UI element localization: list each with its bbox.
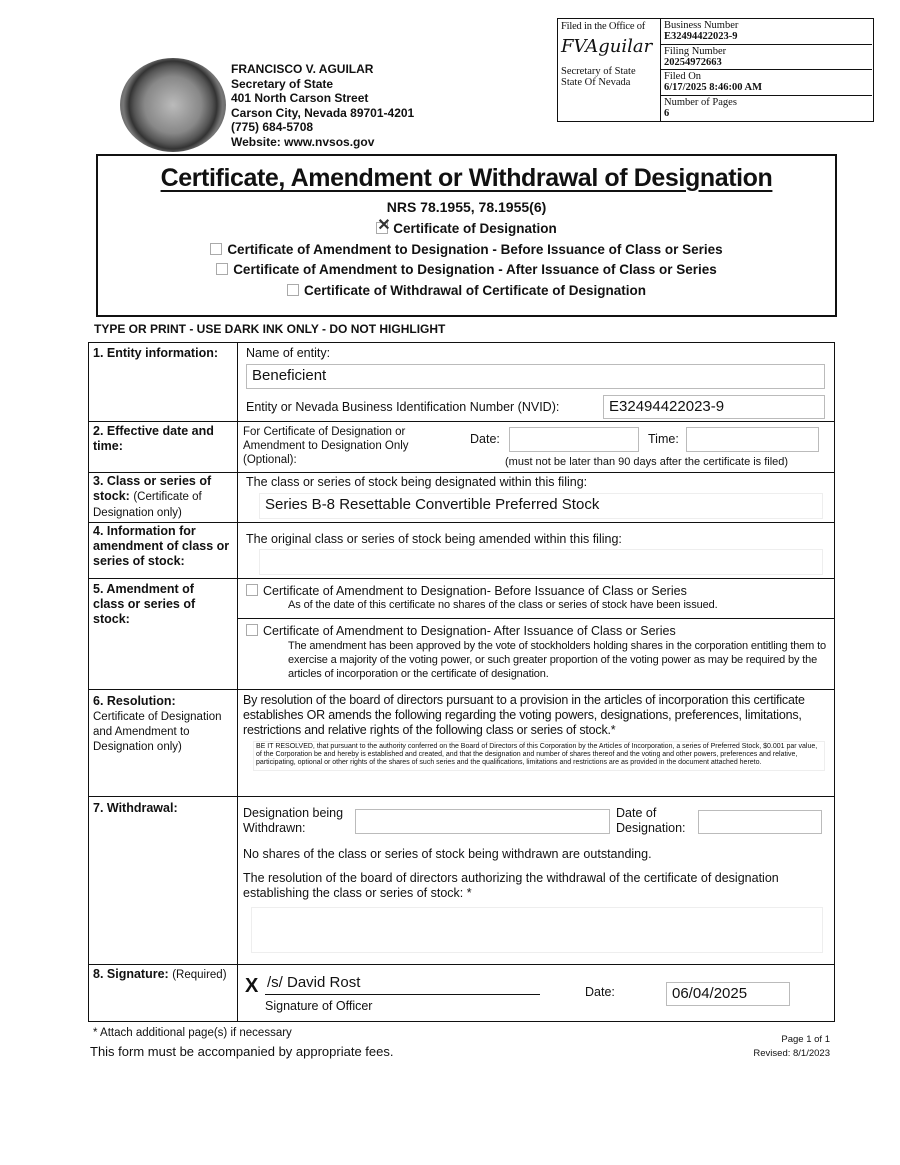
form-title: Certificate, Amendment or Withdrawal of Designation [160, 164, 773, 192]
designation-field[interactable] [355, 809, 610, 834]
amend-after-desc: The amendment has been approved by the vote of stockholders holding shares in the corporation entitling them to exercise a majority of the voting power, or such greater proportion of the voting power as may be required by the articles of incorporation or the certificate of designation. [288, 640, 826, 680]
officer-signature[interactable]: /s/ David Rost [267, 974, 361, 991]
option-label: Certificate of Amendment to Designation - Before Issuance of Class or Series [227, 241, 723, 257]
designation-label: Designation being Withdrawn: [243, 806, 344, 835]
fees-note: This form must be accompanied by appropriate fees. [90, 1044, 394, 1059]
withdrawal-resolution-field[interactable] [251, 907, 823, 953]
sos-label: Secretary of State [561, 66, 636, 77]
option-certificate-designation[interactable] [98, 221, 835, 238]
section7-label: 7. Withdrawal: [93, 801, 178, 815]
section6-sub: Certificate of Designation and Amendment to Designation only) [93, 711, 222, 753]
pages-label: Number of Pages [664, 96, 737, 108]
time-label: Time: [648, 432, 679, 446]
pages: 6 [664, 107, 670, 119]
option-label: Certificate of Designation [393, 221, 557, 236]
option-amendment-before[interactable] [98, 242, 835, 259]
nvid-field[interactable]: E32494422023-9 [603, 395, 825, 419]
effective-date-desc: For Certificate of Designation or Amendment to Designation Only (Optional): [243, 426, 409, 466]
page-number: Page 1 of 1 [781, 1034, 830, 1045]
section8-sub: (Required) [172, 969, 227, 981]
section3-label: 3. Class or series of stock: [93, 474, 212, 503]
checkbox-checked[interactable] [376, 222, 388, 234]
sos-header [231, 62, 414, 149]
section3-sub: (Certificate of Designation only) [93, 491, 202, 519]
effective-date-field[interactable] [509, 427, 639, 452]
filed-in-label: Filed in the Office of [561, 21, 646, 32]
section5-label: 5. Amendment of class or series of stock: [93, 582, 196, 626]
ink-instruction: TYPE OR PRINT - USE DARK INK ONLY - DO NOT HIGHLIGHT [94, 322, 446, 336]
filed-on: 6/17/2025 8:46:00 AM [664, 82, 762, 93]
section6-label: 6. Resolution: [93, 694, 176, 708]
resolution-field[interactable]: BE IT RESOLVED, that pursuant to the authority conferred on the Board of Directors of this Corporation by the Articles of Incorporation, a series of Preferred Stock, $0.001 par value, of the Corporation be and hereby is established and created, and that the designation and number of shares thereof and the voting and other powers, preferences and relative, participating, optional or other rights of the shares of such series and the qualifications, limitations and restrictions are as provided in the document attached hereto. [253, 741, 825, 771]
date-label: Date: [470, 432, 500, 446]
class-series-field[interactable]: Series B-8 Resettable Convertible Preferred Stock [259, 493, 823, 519]
entity-name-field[interactable]: Beneficient [246, 364, 825, 389]
nevada-state-seal [120, 58, 226, 152]
checkbox[interactable] [246, 584, 258, 596]
original-class-desc: The original class or series of stock being amended within this filing: [246, 532, 622, 546]
entity-name-label: Name of entity: [246, 346, 331, 360]
nvid-label: Entity or Nevada Business Identification Number (NVID): [246, 400, 560, 414]
filing-number-label: Filing Number [664, 45, 727, 57]
section8-label: 8. Signature: [93, 967, 169, 981]
section2-label: 2. Effective date and time: [93, 424, 214, 453]
filing-number: 20254972663 [664, 56, 722, 68]
checkbox[interactable] [287, 284, 299, 296]
designation-date-label: Date of Designation: [616, 806, 686, 835]
nrs-reference: NRS 78.1955, 78.1955(6) [386, 199, 547, 215]
sos-name: FRANCISCO V. AGUILAR [231, 62, 374, 76]
business-number-label: Business Number [664, 20, 739, 31]
checkbox[interactable] [216, 263, 228, 275]
option-amendment-after[interactable] [98, 262, 835, 279]
designation-date-field[interactable] [698, 810, 822, 834]
effective-time-field[interactable] [686, 427, 819, 452]
date-note: (must not be later than 90 days after the certificate is filed) [505, 456, 789, 468]
address-line2: Carson City, Nevada 89701-4201 [231, 105, 415, 120]
option-label: Certificate of Amendment to Designation - After Issuance of Class or Series [233, 262, 717, 277]
sos-title: Secretary of State [231, 76, 334, 91]
checkbox[interactable] [210, 243, 222, 255]
attach-note: * Attach additional page(s) if necessary [93, 1027, 292, 1039]
class-desc: The class or series of stock being designated within this filing: [246, 475, 588, 489]
amend-before-desc: As of the date of this certificate no shares of the class or series of stock have been issued. [288, 599, 718, 611]
withdrawal-resolution-label: The resolution of the board of directors authorizing the withdrawal of the certificate of designation establishing the class or series of stock: * [243, 871, 779, 900]
signature-x: X [245, 975, 259, 997]
filed-on-label: Filed On [664, 71, 702, 82]
website: Website: www.nvsos.gov [231, 134, 375, 149]
address-line1: 401 North Carson Street [231, 91, 369, 105]
business-number: E32494422023-9 [664, 31, 738, 42]
filing-stamp [557, 18, 874, 122]
sos-signature: FVAguilar [561, 36, 653, 57]
signature-date-label: Date: [585, 985, 615, 999]
section1-label: 1. Entity information: [93, 346, 218, 360]
no-shares-text: No shares of the class or series of stock being withdrawn are outstanding. [243, 847, 652, 861]
signature-label: Signature of Officer [265, 999, 373, 1013]
option-withdrawal[interactable] [98, 283, 835, 300]
state-label: State Of Nevada [561, 77, 631, 88]
amend-before-label: Certificate of Amendment to Designation- Before Issuance of Class or Series [263, 584, 687, 598]
signature-date-field[interactable]: 06/04/2025 [666, 982, 790, 1006]
original-class-field[interactable] [259, 549, 823, 575]
resolution-desc: By resolution of the board of directors pursuant to a provision in the articles of incorporation this certificate establishes OR amends the following regarding the voting powers, designations, preferences, limitations, restrictions and relative rights of the following class or series of stock.* [243, 693, 805, 737]
title-box [96, 154, 837, 317]
phone: (775) 684-5708 [231, 120, 314, 134]
revised-date: Revised: 8/1/2023 [753, 1048, 830, 1059]
section4-label: 4. Information for amendment of class or series of stock: [93, 524, 230, 568]
amend-after-label: Certificate of Amendment to Designation- After Issuance of Class or Series [263, 624, 676, 638]
option-label: Certificate of Withdrawal of Certificate of Designation [304, 282, 646, 298]
checkbox[interactable] [246, 624, 258, 636]
form-table [88, 342, 835, 1022]
